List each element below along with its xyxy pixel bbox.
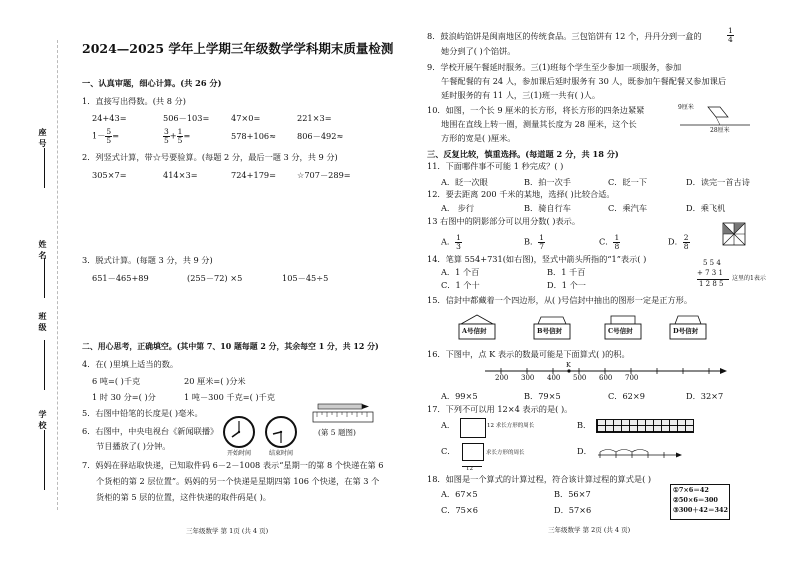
question-9-line2: 午餐配餐的有 24 人，参加课后延时服务有 30 人，既参加午餐配餐又参加课后 bbox=[441, 76, 727, 86]
q18-option: B．56×7 bbox=[554, 489, 591, 499]
question-7-line3: 货柜的第 5 层的位置，这件快递的取件码是( )。 bbox=[96, 492, 271, 502]
school-label: 学 校 bbox=[38, 410, 48, 429]
question-13: 13 右图中的阴影部分可以用分数( )表示。 bbox=[427, 216, 581, 226]
name-line bbox=[44, 258, 45, 298]
question-16: 16．下图中，点 K 表示的数最可能是下面算式( )的积。 bbox=[427, 349, 630, 359]
q11-option: A．眨一次眼 bbox=[441, 177, 488, 187]
q4-item: 1 吨－300 千克=( )千克 bbox=[184, 392, 276, 402]
end-clock-caption: 结束时间 bbox=[269, 450, 294, 457]
q2-item: 724+179= bbox=[231, 170, 276, 180]
envelope-c: C号信封 bbox=[604, 314, 642, 340]
number-line-tick: 600 bbox=[599, 374, 613, 382]
q12-option: D．乘飞机 bbox=[686, 203, 726, 213]
question-1: 1．直接写出得数。(共 8 分) bbox=[82, 96, 186, 106]
q12-option: B．骑自行车 bbox=[524, 203, 571, 213]
school-line bbox=[44, 430, 45, 490]
left-page-footer: 三年级数学 第 1页 (共 4 页) bbox=[186, 527, 269, 535]
question-9-line1: 9．学校开展午餐延时服务。三(1)班每个学生至少参加一项服务，参加 bbox=[427, 62, 682, 72]
q18-option: A．67×5 bbox=[441, 489, 478, 499]
section-1-heading: 一、认真审题，细心计算。(共 26 分) bbox=[82, 78, 222, 88]
q4-item: 20 厘米=( )分米 bbox=[184, 376, 246, 386]
question-9-line3: 延时服务的有 11 人，三(1)班一共有( )人。 bbox=[441, 90, 601, 100]
q17-rectangle-c bbox=[462, 443, 484, 461]
q8-fraction: $\frac{1}{4}$ bbox=[728, 26, 733, 44]
q1-item: 806－492≈ bbox=[297, 131, 344, 141]
q11-option: B．拍一次手 bbox=[524, 177, 571, 187]
q3-item: 651－465+89 bbox=[92, 273, 149, 283]
question-12: 12．要去距离 200 千米的某地，选择( )比较合适。 bbox=[427, 189, 615, 199]
q4-item: 1 时 30 分=( )分 bbox=[92, 392, 156, 402]
q13-option: C． $\frac{1}{8}$ bbox=[599, 233, 620, 251]
q17-option-label: B． bbox=[577, 420, 592, 430]
question-17: 17．下列不可以用 12×4 表示的是( )。 bbox=[427, 404, 573, 414]
question-5: 5．右图中铅笔的长度是( )毫米。 bbox=[82, 408, 203, 418]
q17-a-note: 12 求长方形的周长 bbox=[487, 423, 535, 429]
seat-label: 座 号 bbox=[38, 128, 48, 147]
q14-option: C．1 个十 bbox=[441, 280, 480, 290]
question-4: 4．在( )里填上适当的数。 bbox=[82, 359, 179, 369]
q16-option: C．62×9 bbox=[608, 391, 645, 401]
number-line-k-label: K bbox=[566, 361, 571, 369]
question-3: 3．脱式计算。(每题 3 分，共 9 分) bbox=[82, 255, 213, 265]
question-8-line1: 8．鼓浪屿馅饼是闽南地区的传统食品。三包馅饼有 12 个，丹丹分到一盒的 bbox=[427, 31, 702, 41]
q3-item: 105－45÷5 bbox=[282, 273, 329, 283]
right-page-footer: 三年级数学 第 2页 (共 4 页) bbox=[548, 526, 631, 534]
q17-number-line-d bbox=[596, 447, 686, 461]
q1-item: 221×3= bbox=[297, 113, 332, 123]
q1-item: 506－103= bbox=[163, 113, 210, 123]
number-line-tick: 500 bbox=[573, 374, 587, 382]
q13-option: A． $\frac{1}{3}$ bbox=[441, 233, 461, 251]
number-line-tick: 700 bbox=[625, 374, 639, 382]
figure-10-label-line: 28厘米 bbox=[710, 127, 730, 134]
q4-item: 6 吨=( )千克 bbox=[92, 376, 141, 386]
q17-option-label: A． bbox=[441, 420, 456, 430]
section-3-heading: 三、反复比较，慎重选择。(每道题 2 分，共 18 分) bbox=[427, 149, 619, 159]
q1-fraction-item: 1－ $\frac{5}{5}$ = bbox=[92, 127, 120, 145]
q14-option: B．1 千百 bbox=[547, 267, 586, 277]
q1-fraction-item: $\frac{3}{5}$ + $\frac{1}{5}$ = bbox=[164, 127, 191, 145]
page-title: 2024—2025 学年上学期三年级数学学科期末质量检测 bbox=[82, 41, 394, 56]
q12-option: A． 步行 bbox=[441, 203, 475, 213]
q17-option-label: D． bbox=[577, 446, 592, 456]
number-line-tick: 400 bbox=[547, 374, 561, 382]
envelope-b: B号信封 bbox=[533, 314, 571, 340]
question-6-line2: 节目播放了( )分钟。 bbox=[96, 441, 171, 451]
q14-vertical-line3: 1 2 8 5 bbox=[699, 280, 724, 288]
q17-rectangle-a bbox=[460, 418, 486, 438]
question-6-line1: 6．右图中，中央电视台《新闻联播》 bbox=[82, 426, 219, 436]
envelope-a: A号信封 bbox=[458, 314, 496, 340]
question-10-line1: 10．如图，一个长 9 厘米的长方形，将长方形的四条边紧紧 bbox=[427, 105, 645, 115]
q17-c-note: 求长方形的周长 bbox=[486, 450, 525, 456]
q11-option: C．眨一下 bbox=[608, 177, 648, 187]
end-clock bbox=[264, 415, 298, 449]
q18-step: ②50×6＝300 bbox=[673, 496, 718, 504]
q18-option: C．75×6 bbox=[441, 505, 478, 515]
q1-item: 47×0= bbox=[231, 113, 261, 123]
start-clock bbox=[222, 415, 256, 449]
q16-option: D．32×7 bbox=[686, 391, 724, 401]
shaded-square-figure bbox=[722, 222, 746, 246]
question-10-line2: 地围在直线上转一圈，测量其长度为 28 厘米，这个长 bbox=[441, 119, 637, 129]
question-7-line1: 7．妈妈在驿站取快递，已知取件码 6－2－1008 表示“星期一的第 8 个快递在第 6 bbox=[82, 460, 384, 470]
figure-5-caption: (第 5 题图) bbox=[318, 428, 356, 437]
q18-step: ①7×6＝42 bbox=[673, 486, 709, 494]
q17-c-label: 12 bbox=[466, 466, 473, 472]
q18-step: ③300＋42＝342 bbox=[673, 506, 729, 514]
question-14: 14．笔算 554+731(如右图)，竖式中箭头所指的“1”表示( ) bbox=[427, 254, 647, 264]
class-line bbox=[44, 340, 45, 390]
fold-line bbox=[57, 40, 58, 510]
start-clock-caption: 开始时间 bbox=[227, 450, 252, 457]
question-8-line2: 她分到了( )个馅饼。 bbox=[441, 46, 516, 56]
section-2-heading: 二、用心思考，正确填空。(其中第 7、10 题每题 2 分，其余每空 1 分，共 12 分) bbox=[82, 342, 379, 351]
q1-item: 24+43= bbox=[92, 113, 127, 123]
question-2: 2．列竖式计算，带☆号要验算。(每题 2 分，最后一题 3 分，共 9 分) bbox=[82, 152, 338, 162]
q14-vertical-line1: 5 5 4 bbox=[703, 259, 721, 267]
figure-10-label-length: 9厘米 bbox=[678, 104, 694, 111]
question-18: 18．如图是一个算式的计算过程，符合该计算过程的算式是( ) bbox=[427, 474, 652, 484]
q11-option: D．读完一首古诗 bbox=[686, 177, 750, 187]
name-label: 姓 名 bbox=[38, 240, 48, 259]
q14-option: D．1 个一 bbox=[547, 280, 586, 290]
q2-item: 414×3= bbox=[163, 170, 198, 180]
question-7-line2: 个货柜的第 2 层位置”。妈妈的另一个快递是星期四第 106 个快递，在第 3 个 bbox=[96, 476, 380, 486]
question-10-line3: 方形的宽是( )厘米。 bbox=[441, 133, 516, 143]
number-line-tick: 300 bbox=[521, 374, 535, 382]
q16-option: A．99×5 bbox=[441, 391, 478, 401]
q12-option: C．乘汽车 bbox=[608, 203, 648, 213]
seat-line bbox=[44, 148, 45, 188]
q17-grid-b bbox=[596, 419, 694, 433]
q14-vertical-line2: + 7 3 1 bbox=[697, 269, 723, 277]
q18-option: D．57×6 bbox=[554, 505, 592, 515]
q2-item: ☆707－289= bbox=[297, 170, 351, 180]
question-15: 15．信封中都藏着一个四边形，从( )号信封中抽出的图形一定是正方形。 bbox=[427, 295, 693, 305]
pencil-ruler-figure bbox=[312, 402, 374, 424]
question-11: 11．下面哪件事不可能 1 秒完成？( ) bbox=[427, 161, 564, 171]
q17-option-label: C． bbox=[441, 446, 456, 456]
q14-option: A．1 个百 bbox=[441, 267, 480, 277]
q1-item: 578+106≈ bbox=[231, 131, 276, 141]
q3-item: (255－72) ×5 bbox=[187, 273, 243, 283]
number-line-tick: 200 bbox=[495, 374, 509, 382]
q13-option: B． $\frac{1}{7}$ bbox=[524, 233, 544, 251]
class-label: 班 级 bbox=[38, 312, 48, 331]
q2-item: 305×7= bbox=[92, 170, 127, 180]
q14-arrow-note: 这里的1表示 bbox=[732, 275, 766, 282]
q13-option: D． $\frac{2}{8}$ bbox=[668, 233, 689, 251]
q16-option: B．79×5 bbox=[524, 391, 561, 401]
envelope-d: D号信封 bbox=[669, 314, 707, 340]
